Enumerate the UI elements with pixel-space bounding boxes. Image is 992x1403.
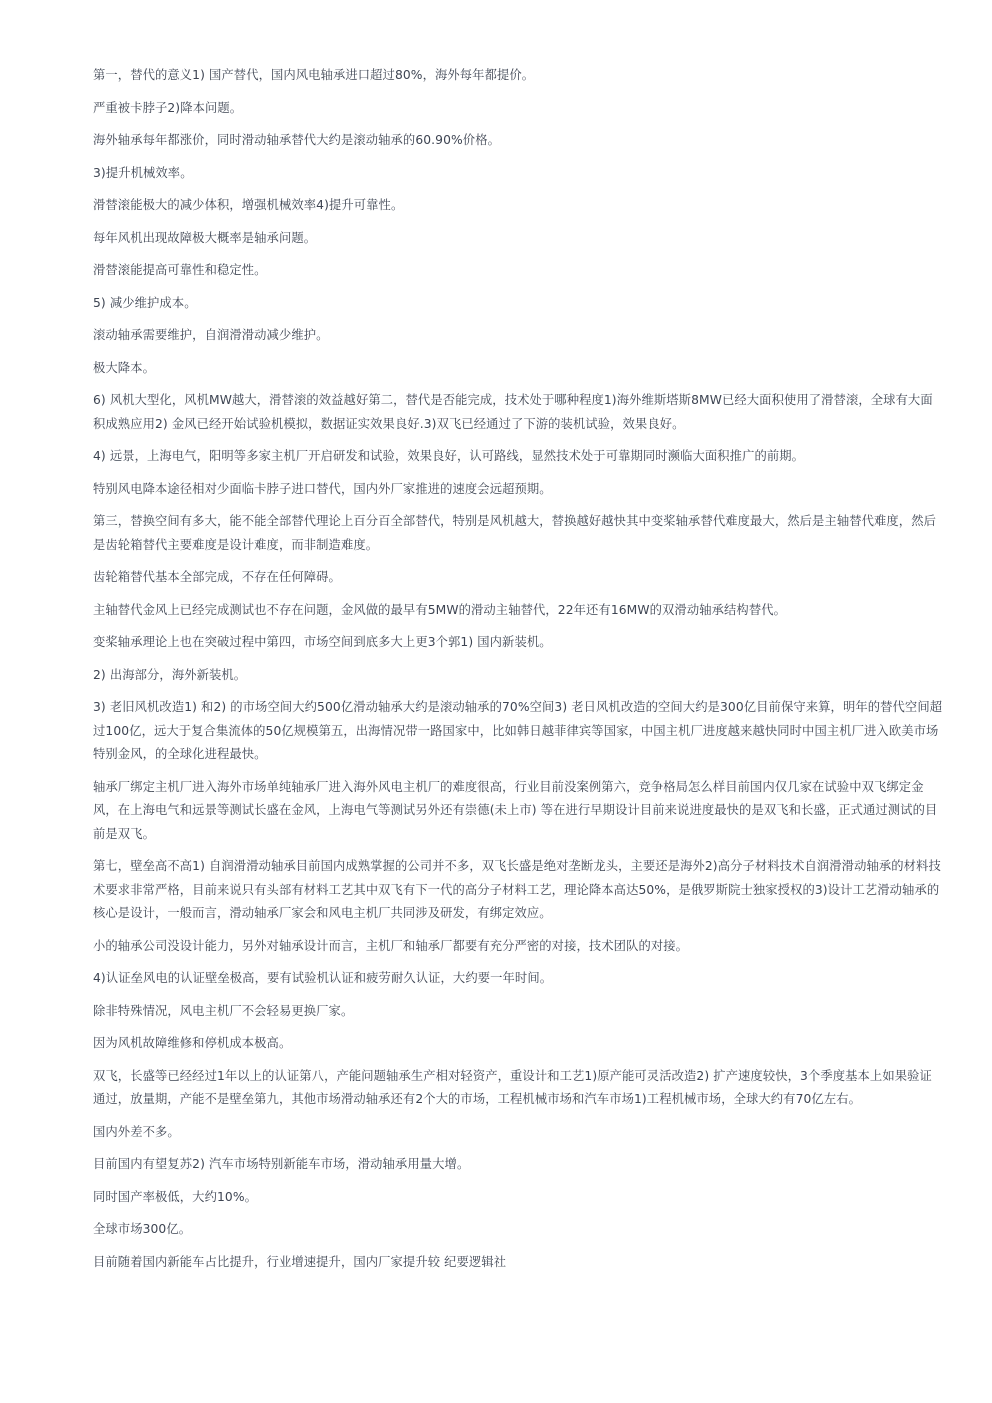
paragraph: 全球市场300亿。 [93, 1222, 192, 1236]
paragraph: 严重被卡脖子2)降本问题。 [93, 100, 243, 115]
paragraph: 滑替滚能极大的减少体积，增强机械效率4)提升可靠性。 [93, 198, 404, 212]
paragraph: 3)提升机械效率。 [93, 165, 193, 180]
paragraph: 因为风机故障维修和停机成本极高。 [93, 1036, 292, 1050]
paragraph: 国内外差不多。 [93, 1124, 180, 1139]
document-body [93, 64, 943, 1283]
paragraph: 极大降本。 [93, 360, 155, 375]
paragraph: 4)认证垒风电的认证壁垒极高，要有试验机认证和疲劳耐久认证，大约要一年时间。 [93, 971, 553, 985]
paragraph: 小的轴承公司没设计能力，另外对轴承设计而言，主机厂和轴承厂都要有充分严密的对接，技术团队的对接。 [93, 938, 689, 953]
paragraph: 每年风机出现故障极大概率是轴承问题。 [93, 230, 317, 245]
paragraph: 变桨轴承理论上也在突破过程中第四，市场空间到底多大上更3个郭1) 国内新装机。 [93, 635, 552, 649]
paragraph: 目前随着国内新能车占比提升，行业增速提升，国内厂家提升较 纪要逻辑社 [93, 1254, 507, 1269]
paragraph: 齿轮箱替代基本全部完成，不存在任何障碍。 [93, 570, 341, 584]
paragraph: 特别风电降本途径相对少面临卡脖子进口替代，国内外厂家推进的速度会远超预期。 [93, 481, 552, 496]
paragraph: 2) 出海部分，海外新装机。 [93, 667, 247, 682]
paragraph: 4) 远景，上海电气，阳明等多家主机厂开启研发和试验，效果良好，认可路线，显然技术处于可靠期同时濒临大面积推广的前期。 [93, 449, 805, 463]
paragraph: 3) 老旧风机改造1) 和2) 的市场空间大约500亿滑动轴承大约是滚动轴承的70%空间3) 老日风机改造的空间大约是300亿目前保守来算，明年的替代空间超过100亿，远大于复合集流体的50亿规模第五，出海情况带一路国家中，比如韩日越菲律宾等国家，中国主机厂进度越来越快同时中国主机厂进入欧美市场特别金风，的全球化进程最快。 [93, 700, 943, 761]
paragraph: 5) 减少维护成本。 [93, 295, 197, 310]
paragraph: 除非特殊情况，风电主机厂不会轻易更换厂家。 [93, 1003, 354, 1018]
paragraph: 第一，替代的意义1) 国产替代，国内风电轴承进口超过80%，海外每年都提价。 [93, 68, 535, 82]
paragraph: 同时国产率极低，大约10%。 [93, 1189, 257, 1204]
paragraph: 第三，替换空间有多大，能不能全部替代理论上百分百全部替代，特别是风机越大，替换越好越快其中变桨轴承替代难度最大，然后是主轴替代难度，然后是齿轮箱替代主要难度是设计难度，而非制造难度。 [93, 514, 936, 552]
paragraph: 轴承厂绑定主机厂进入海外市场单纯轴承厂进入海外风电主机厂的难度很高，行业目前没案例第六，竞争格局怎么样目前国内仅几家在试验中双飞绑定金风，在上海电气和远景等测试长盛在金风，上海电气等测试另外还有崇德(未上市) 等在进行早期设计目前来说进度最快的是双飞和长盛，正式通过测试的目前是双飞。 [93, 779, 938, 841]
paragraph: 双飞，长盛等已经经过1年以上的认证第八，产能问题轴承生产相对轻资产，重设计和工艺1)原产能可灵活改造2) 扩产速度较快，3个季度基本上如果验证通过，放量期，产能不是壁垒第九，其他市场滑动轴承还有2个大的市场，工程机械市场和汽车市场1)工程机械市场，全球大约有70亿左右。 [93, 1068, 932, 1106]
paragraph: 滚动轴承需要维护，自润滑滑动减少维护。 [93, 328, 329, 342]
paragraph: 滑替滚能提高可靠性和稳定性。 [93, 263, 267, 277]
paragraph: 主轴替代金风上已经完成测试也不存在问题，金风做的最早有5MW的滑动主轴替代，22年还有16MW的双滑动轴承结构替代。 [93, 602, 787, 617]
paragraph: 目前国内有望复苏2) 汽车市场特别新能车市场，滑动轴承用量大增。 [93, 1157, 470, 1171]
paragraph: 海外轴承每年都涨价，同时滑动轴承替代大约是滚动轴承的60.90%价格。 [93, 133, 500, 147]
paragraph: 第七，壁垒高不高1) 自润滑滑动轴承目前国内成熟掌握的公司并不多，双飞长盛是绝对垄断龙头，主要还是海外2)高分子材料技术自润滑滑动轴承的材料技术要求非常严格，目前来说只有头部有材料工艺其中双飞有下一代的高分子材料工艺，理论降本高达50%，是俄罗斯院士独家授权的3)设计工艺滑动轴承的核心是设计，一般而言，滑动轴承厂家会和风电主机厂共同涉及研发，有绑定效应。 [93, 859, 941, 920]
paragraph: 6) 风机大型化，风机MW越大，滑替滚的效益越好第二，替代是否能完成，技术处于哪种程度1)海外维斯塔斯8MW已经大面积使用了滑替滚，全球有大面积成熟应用2) 金风已经开始试验机模拟，数据证实效果良好.3)双飞已经通过了下游的装机试验，效果良好。 [93, 393, 933, 431]
